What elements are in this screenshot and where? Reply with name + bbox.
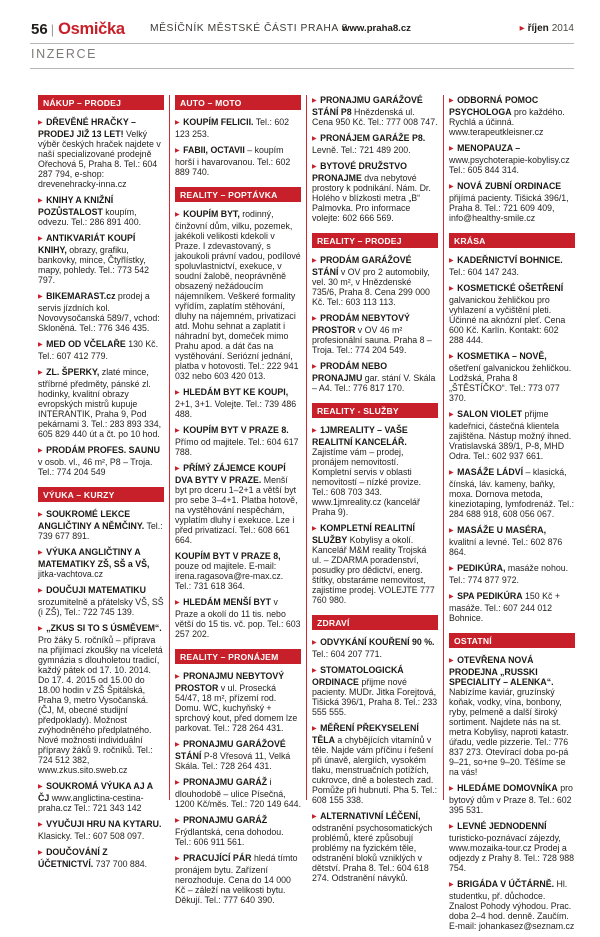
classified-ad (449, 255, 575, 277)
classified-ad (175, 597, 301, 639)
ad-body: Tel.: 604 207 771. (312, 649, 382, 659)
classified-ad (38, 117, 164, 189)
ad-title: PRODÁM NEBYTOVÝ PROSTOR (312, 313, 410, 335)
ad-title: LEVNÉ JEDNODENNÍ (457, 821, 547, 831)
ad-title: PŘÍMÝ ZÁJEMCE KOUPÍ DVA BYTY V PRAZE. (175, 463, 286, 485)
ad-title: KOSMETIKA – NOVĚ, (457, 351, 547, 361)
issue-month: říjen (527, 23, 549, 34)
bullet-arrow-icon: ▶ (38, 342, 43, 348)
ad-title: PRONAJMU GARÁŽOVÉ STÁNÍ (175, 739, 286, 761)
bullet-arrow-icon: ▶ (312, 814, 317, 820)
ad-body: kvalitní a levné. Tel.: 602 876 864. (449, 537, 563, 557)
ad-title: PRONAJMU GARÁŽ (183, 777, 268, 787)
ad-title: SOUKROMÉ LEKCE ANGLIČTINY A NĚMČINY. (38, 509, 145, 531)
classified-ad (449, 783, 575, 815)
ad-body: Klasicky. Tel.: 607 508 097. (38, 831, 145, 841)
classified-ad (312, 361, 438, 393)
classified-ad (449, 591, 575, 623)
ad-title: 1JMREALITY – VAŠE REALITNÍ KANCELÁŘ. (312, 425, 408, 447)
ad-body: v OV pro 2 automobily, vel. 30 m², v Hnězdenské 735/6, Praha 8. Cena 299 000 Kč. Tel.: 603 113 113. (312, 267, 430, 307)
bullet-arrow-icon: ▶ (449, 528, 454, 534)
ad-title: FABII, OCTAVII (183, 145, 245, 155)
bullet-arrow-icon: ▶ (175, 818, 180, 824)
classified-ad (175, 463, 301, 545)
publication-website: www.praha8.cz (342, 23, 411, 34)
ad-body: obrazy, grafiku, bankovky, mince, Čtyřlístky, mapy, pohledy. Tel.: 773 542 797. (38, 245, 150, 285)
ad-body: pro každého. Rychlá a účinná. www.terapeutkleisner.cz (449, 107, 565, 137)
ad-body: Hl. studentku, př. důchodce. Znalost Pohody výhodou. Prac. doba 2–4 hod. denně. Zaučím. E-mail: johankasez@seznam.cz (449, 879, 575, 931)
bullet-arrow-icon: ▶ (312, 316, 317, 322)
classifieds-column-2 (175, 95, 301, 911)
ad-title: DOUČUJI MATEMATIKU (46, 585, 146, 595)
bullet-arrow-icon: ▶ (38, 822, 43, 828)
classified-ad (175, 209, 301, 381)
ad-body: pro bytový dům v Praze 8. Tel.: 602 395 531. (449, 783, 573, 815)
classified-ad (38, 195, 164, 227)
bullet-arrow-icon: ▶ (38, 294, 43, 300)
classified-ad (449, 821, 575, 873)
ad-title: PRONAJMU NEBYTOVÝ PROSTOR (175, 671, 285, 693)
classified-ad (449, 563, 575, 585)
bullet-arrow-icon: ▶ (449, 354, 454, 360)
bullet-arrow-icon: ▶ (175, 856, 180, 862)
ad-body: 2+1, 3+1. Volejte. Tel.: 739 486 488. (175, 399, 297, 419)
classified-ad (175, 551, 301, 591)
bullet-arrow-icon: ▶ (312, 726, 317, 732)
classified-ad (175, 117, 301, 139)
ad-body: přijme nové pacienty. MUDr. Jitka Forejtová, Tišická 396/1, Praha 8. Tel.: 233 555 555. (312, 677, 438, 717)
ad-body: Menší byt pro dceru 1–2+1 a větší byt pro sebe 3–4+1. Platba hotově, na vystěhování nespěchám, vyplatím dluhy i exekuce. Lze i před privatizací. Tel.: 608 661 664. (175, 475, 298, 545)
ad-title: KOUPÍM FELICII. (183, 117, 254, 127)
ad-body: Hnězdenská ul. Cena 950 Kč. Tel.: 777 008 747. (312, 107, 438, 127)
classified-ad (38, 233, 164, 285)
classified-ad (38, 339, 164, 361)
section-header: REALITY – POPTÁVKA (175, 187, 301, 202)
classified-ad (175, 777, 301, 809)
ad-body: 130 Kč. Tel.: 607 412 779. (38, 339, 159, 361)
ad-title: ODVYKÁNÍ KOUŘENÍ 90 %. (320, 637, 435, 647)
issue-arrow-icon: ▶ (519, 25, 525, 32)
ad-body: jitka-vachtova.cz (38, 569, 104, 579)
classified-ad (449, 655, 575, 777)
ad-title: ZL. ŠPERKY, (46, 367, 100, 377)
classified-ad (175, 671, 301, 733)
classifieds-column-3 (312, 95, 438, 889)
bullet-arrow-icon: ▶ (312, 164, 317, 170)
section-header: OSTATNÍ (449, 633, 575, 648)
classified-ad (38, 847, 164, 869)
classified-ad (38, 547, 164, 579)
masthead-left (31, 20, 125, 39)
ad-body: – koupím horší i havarovanou. Tel.: 602 889 740. (175, 145, 291, 177)
ad-body: www.psychoterapie-kobylisy.cz Tel.: 605 844 314. (449, 155, 570, 175)
ad-body: 150 Kč + masáže. Tel.: 607 244 012 Bohnice. (449, 591, 560, 623)
ad-body: i dlouhodobě – ulice Písečná, 1200 Kč/měs. Tel.: 720 149 644. (175, 777, 302, 809)
bullet-arrow-icon: ▶ (312, 640, 317, 646)
ad-body: dva nebytové prostory k podnikání. Nám. Dr. Holého v blízkosti metra „B“ Palmovka. Pro informace volejte: 602 666 569. (312, 173, 431, 223)
ad-title: HLEDÁME DOMOVNÍKA (457, 783, 558, 793)
ad-body: Zajistíme vám – prodej, pronájem nemovitostí. Kompletní servis v oblasti nemovitostí – nízké provize. Tel.: 608 703 343. www.1jmreality.cz (kancelář Praha 9). (312, 447, 422, 517)
classified-ad (38, 509, 164, 541)
classified-ad (312, 313, 438, 355)
bullet-arrow-icon: ▶ (175, 742, 180, 748)
ad-title: KOUPÍM BYT V PRAZE 8. (183, 425, 289, 435)
ad-title: KOSMETICKÉ OŠETŘENÍ (457, 283, 564, 293)
ad-body: hledá tímto pronájem bytu. Zařízení nerozhoduje. Cena do 14 000 Kč – záleží na velikosti bytu. Děkují. Tel.: 777 640 390. (175, 853, 298, 905)
bullet-arrow-icon: ▶ (175, 600, 180, 606)
ad-body: pouze od majitele. E-mail: irena.ragasova@re-max.cz. Tel.: 731 618 364. (175, 561, 284, 591)
bullet-arrow-icon: ▶ (449, 882, 454, 888)
ad-title: KOMPLETNÍ REALITNÍ SLUŽBY (312, 523, 415, 545)
bullet-arrow-icon: ▶ (175, 466, 180, 472)
ad-body: Přímo od majitele. Tel.: 604 617 788. (175, 437, 299, 457)
ad-body: 737 700 884. (93, 859, 148, 869)
classified-ad (38, 781, 164, 813)
bullet-arrow-icon: ▶ (175, 428, 180, 434)
ad-title: NOVÁ ZUBNÍ ORDINACE (457, 181, 562, 191)
ad-title: MENOPAUZA – (457, 143, 521, 153)
bullet-arrow-icon: ▶ (38, 370, 43, 376)
classified-ad (38, 445, 164, 477)
ad-body: ošetření galvanickou žehličkou. Lodžská, Praha 8 „ŠTĚSTÍČKO“. Tel.: 773 077 370. (449, 363, 572, 403)
ad-body: gar. stání V. Skála – A4. Tel.: 776 817 170. (312, 373, 436, 393)
bullet-arrow-icon: ▶ (449, 286, 454, 292)
bullet-arrow-icon: ▶ (449, 412, 454, 418)
bullet-arrow-icon: ▶ (38, 626, 43, 632)
bullet-arrow-icon: ▶ (312, 98, 317, 104)
bullet-arrow-icon: ▶ (175, 212, 180, 218)
bullet-arrow-icon: ▶ (312, 526, 317, 532)
ad-title: KNIHY A KNIŽNÍ POZŮSTALOST (38, 195, 114, 217)
ad-title: PRONÁJEM GARÁŽE P8. (320, 133, 426, 143)
ad-body: v Praze a okolí do 11 tis. nebo větší do 15 tis. vč. pop. Tel.: 603 257 202. (175, 597, 301, 639)
ad-body: a chybějících vitamínů v těle. Najde vám příčinu i řešení při únavě, alergiích, vysokém tlaku, menstruačních potížích, cukrovce, dně a bolestech zad. Pomůže při hubnutí. Pha 5. Tel.: 608 155 338. (312, 735, 438, 805)
section-title-rule (30, 68, 574, 69)
classified-ad (175, 853, 301, 905)
classified-ad (449, 879, 575, 931)
ad-body: www.anglictina-cestina-praha.cz Tel.: 721 343 142 (38, 793, 144, 813)
section-header: REALITY – PRODEJ (312, 233, 438, 248)
ad-body: Kobylisy a okolí. Kancelář M&M reality Trojská ul. – ZDARMA poradenství, posudky pro dědictví, energ. štítky, obstaráme nemovitost, zajistíme prodej. VOLEJTE 777 760 980. (312, 535, 435, 605)
ad-title: MĚŘENÍ PŘEKYSELENÍ TĚLA (312, 723, 419, 745)
page-section-title: INZERCE (31, 47, 98, 61)
classified-ad (312, 723, 438, 805)
column-divider (306, 95, 307, 800)
classified-ad (38, 291, 164, 333)
ad-body: turisticko-poznávací zájezdy, www.mozaika-tour.cz Prodej a odjezdy z Prahy 8. Tel.: 728 988 754. (449, 833, 575, 873)
ad-title: KADEŘNICTVÍ BOHNICE. (457, 255, 563, 265)
classified-ad (449, 525, 575, 557)
ad-title: BRIGÁDA V ÚČTÁRNĚ. (457, 879, 555, 889)
classified-ad (312, 133, 438, 155)
ad-body: Tel.: 739 677 891. (38, 521, 163, 541)
ad-title: ANTIKVARIÁT KOUPÍ KNIHY, (38, 233, 136, 255)
ad-body: koupím, odvezu. Tel.: 286 891 400. (38, 207, 142, 227)
bullet-arrow-icon: ▶ (38, 850, 43, 856)
ad-title: DOUČOVÁNÍ Z ÚČETNICTVÍ. (38, 847, 108, 869)
classified-ad (38, 367, 164, 439)
ad-body: Nabízíme kaviár, gruzínský koňak, vodky, vína, bonbony, ryby, pelmeně a další široký sortiment. Najdete nás na st. metra Kobylisy, naproti katastr. úřadu, vedle pizzerie. Tel.: 776 837 273. Otevírací doba po-pá 9–21, so+ne 9–20. Těšíme se na vás! (449, 687, 569, 777)
bullet-arrow-icon: ▶ (449, 98, 454, 104)
classified-ad (449, 143, 575, 175)
bullet-arrow-icon: ▶ (175, 390, 180, 396)
section-header: REALITY – PRONÁJEM (175, 649, 301, 664)
section-header: VÝUKA – KURZY (38, 487, 164, 502)
ad-title: MASÁŽE LÁDVÍ (457, 467, 524, 477)
bullet-arrow-icon: ▶ (449, 146, 454, 152)
ad-body: Tel.: 604 147 243. (449, 267, 519, 277)
ad-title: MED OD VČELAŘE (46, 339, 126, 349)
ad-body: Tel.: 602 123 253. (175, 117, 290, 139)
ad-title: ALTERNATIVNÍ LÉČENÍ, (320, 811, 421, 821)
ad-body: rodinný, činžovní dům, vilku, pozemek, jakékoli velikosti kdekoli v Praze. I zdevastovaný, s jakoukoli právní vadou, podílové spoluvlastnictví, exekuce, v soudní žalobě, neoprávněně obsazený nežádoucím nájemníkem. Veškeré formality vyřídím, zaplatím stěhování, dluhy na nájemném, privatizaci atd. Mohu sehnat a zaplatit i náhradní byt, domeček mimo Prahu apod. a dát čas na vystěhování. Seriózní jednání, platba v hotovosti. Tel.: 222 941 032 nebo 603 420 013. (175, 209, 301, 381)
bullet-arrow-icon: ▶ (449, 470, 454, 476)
classified-ad (449, 409, 575, 461)
bullet-arrow-icon: ▶ (175, 674, 180, 680)
ad-title: HLEDÁM BYT KE KOUPI, (183, 387, 289, 397)
ad-body: – klasická, čínská, láv. kameny, baňky, moxa. Dornova metoda, kineziotaping, lymfodrenáž. Tel.: 284 688 918, 608 056 067. (449, 467, 575, 519)
ad-title: PRONAJMU GARÁŽ (183, 815, 268, 825)
ad-title: VÝUKA ANGLIČTINY A MATEMATIKY ZŠ, SŠ a VŠ, (38, 547, 150, 569)
ad-title: KOUPÍM BYT V PRAZE 8, (175, 551, 281, 561)
ad-title: MASÁŽE U MASÉRA, (457, 525, 547, 535)
classified-ad (449, 351, 575, 403)
ad-title: PRODÁM NEBO PRONAJMU (312, 361, 388, 383)
ad-title: PEDIKÚRA, (457, 563, 506, 573)
section-header: ZDRAVÍ (312, 615, 438, 630)
bullet-arrow-icon: ▶ (38, 588, 43, 594)
masthead-rule (30, 43, 574, 44)
bullet-arrow-icon: ▶ (449, 824, 454, 830)
ad-body: Velký výběr českých hraček najdete v naší specializované prodejně Ořechová 5, Praha 8. Tel.: 604 287 794, e-shop: drevenehracky-inna.cz (38, 129, 161, 189)
classified-ad (175, 425, 301, 457)
classified-ad (38, 585, 164, 617)
classified-ad (175, 145, 301, 177)
ad-title: PRONAJMU GARÁŽOVÉ STÁNÍ P8 (312, 95, 423, 117)
column-divider (169, 95, 170, 800)
bullet-arrow-icon: ▶ (449, 658, 454, 664)
bullet-arrow-icon: ▶ (175, 780, 180, 786)
ad-body: v ul. Prosecká 54/47, 18 m², přízemí rod. Domu. WC, kuchyňský + sprchový kout, před domem lze parkovat. Tel.: 728 264 431. (175, 683, 298, 733)
ad-body: galvanickou žehličkou pro vyhlazení a vyčištění pleti. Účinné na aknózní pleť. Cena 600 Kč. Karlín. Kontakt: 602 288 444. (449, 295, 566, 345)
publication-subtitle: MĚSÍČNÍK MĚSTSKÉ ČÁSTI PRAHA 8 (150, 23, 348, 34)
ad-title: HLEDÁM MENŠÍ BYT (183, 597, 272, 607)
ad-body: odstranění psychosomatických problémů, které způsobují problémy na fyzickém těle, odstranění bloků vzniklých v dětství. Praha 8. Tel.: 604 618 274. Odstranění návyků. (312, 823, 433, 883)
bullet-arrow-icon: ▶ (449, 184, 454, 190)
classified-ad (312, 665, 438, 717)
classified-ad (38, 819, 164, 841)
ad-title: OTEVŘENA NOVÁ PRODEJNA „RUSSKI SPECIALITY – ALENKA“. (449, 655, 554, 687)
section-header: AUTO – MOTO (175, 95, 301, 110)
ad-body: prodej a servis jízdních kol. Novovysočanská 589/7, vchod: Skloněná. Tel.: 776 346 435. (38, 291, 160, 333)
ad-title: PRACUJÍCÍ PÁR (183, 853, 252, 863)
page-number: 56 (31, 21, 48, 38)
bullet-arrow-icon: ▶ (38, 198, 43, 204)
classifieds-column-1 (38, 95, 164, 875)
bullet-arrow-icon: ▶ (175, 120, 180, 126)
bullet-arrow-icon: ▶ (38, 550, 43, 556)
ad-body: v OV 46 m² profesionální sauna. Praha 8 – Troja. Tel.: 774 204 549. (312, 325, 432, 355)
ad-title: STOMATOLOGICKÁ ORDINACE (312, 665, 404, 687)
bullet-arrow-icon: ▶ (312, 428, 317, 434)
classified-ad (312, 425, 438, 517)
section-header: KRÁSA (449, 233, 575, 248)
ad-body: Frýdlantská, cena dohodou. Tel.: 606 911 561. (175, 827, 284, 847)
ad-title: BIKEMARAST.cz (46, 291, 116, 301)
bullet-arrow-icon: ▶ (449, 786, 454, 792)
ad-body: P-8 Vřesová 11, Velká Skála. Tel.: 728 264 431. (175, 751, 291, 771)
classified-ad (312, 161, 438, 223)
column-divider (443, 95, 444, 800)
classifieds-column-4 (449, 95, 575, 937)
classified-ad (312, 255, 438, 307)
classified-ad (38, 623, 164, 775)
masthead (31, 20, 574, 38)
ad-title: KOUPÍM BYT, (183, 209, 240, 219)
classified-ad (175, 815, 301, 847)
classified-ad (449, 467, 575, 519)
bullet-arrow-icon: ▶ (175, 148, 180, 154)
classified-ad (312, 811, 438, 883)
ad-title: PRODÁM GARÁŽOVÉ STÁNÍ (312, 255, 412, 277)
publication-logo: Osmička (58, 20, 125, 38)
bullet-arrow-icon: ▶ (449, 594, 454, 600)
ad-title: SPA PEDIKÚRA (457, 591, 523, 601)
ad-title: VYUČUJI HRU NA KYTARU. (46, 819, 162, 829)
classified-ad (175, 387, 301, 419)
classified-ad (312, 637, 438, 659)
bullet-arrow-icon: ▶ (312, 136, 317, 142)
ad-body: přijímá pacienty. Tišická 396/1, Praha 8. Tel.: 721 609 409, info@healthy-smile.cz (449, 193, 569, 223)
classified-ad (449, 181, 575, 223)
ad-body: v osob. vl., 46 m², P8 – Troja. Tel.: 774 204 549 (38, 457, 153, 477)
bullet-arrow-icon: ▶ (38, 784, 43, 790)
bullet-arrow-icon: ▶ (449, 566, 454, 572)
ad-body: masáže nohou. Tel.: 774 877 972. (449, 563, 569, 585)
classified-ad (175, 739, 301, 771)
ad-title: PRODÁM PROFES. SAUNU (46, 445, 160, 455)
bullet-arrow-icon: ▶ (449, 258, 454, 264)
ad-title: ODBORNÁ POMOC PSYCHOLOGA (449, 95, 539, 117)
classified-ad (449, 283, 575, 345)
ad-body: přijme kadeřnici, částečná klientela zajištěna. Nástup možný ihned. Vratislavská 389/1, P-8, MHD Odra. Tel.: 602 937 661. (449, 409, 572, 461)
bullet-arrow-icon: ▶ (312, 668, 317, 674)
section-header: REALITY - SLUŽBY (312, 403, 438, 418)
classified-ad (449, 95, 575, 137)
bullet-arrow-icon: ▶ (312, 364, 317, 370)
section-header: NÁKUP – PRODEJ (38, 95, 164, 110)
ad-body: srozumitelně a přátelsky VŠ, SŠ (i ZŠ), Tel.: 722 745 139. (38, 597, 164, 617)
bullet-arrow-icon: ▶ (312, 258, 317, 264)
bullet-arrow-icon: ▶ (38, 512, 43, 518)
ad-body: Pro žáky 5. ročníků – příprava na přijímací zkoušky na víceletá gymnázia s dlouholetou tradicí, každý pátek od 17. 10. 2014. Do 17. 4. 2015 od 15.00 do 18.00 hodin v ZŠ Špitálská, Praha 9, metro Vysočanská. (ČJ, M, obecné studijní předpoklady). Možnost zvýhodněného předplatného. Nové možnosti individuální přípravy žáků 9. ročníků. Tel.: 724 512 382, www.zkus.sito.sweb.cz (38, 635, 163, 775)
ad-body: zlaté mince, stříbrné předměty, pánské zl. hodinky, kvalitní obrazy evropských mistrů kupuje INTERANTIK, Praha 9, Pod pekárnami 3. Tel.: 283 893 334, 605 829 440 út a čt. po 10 hod. (38, 367, 162, 439)
ad-title: DŘEVĚNÉ HRAČKY – PRODEJ JIŽ 13 LET! (38, 117, 136, 139)
classified-ad (312, 523, 438, 605)
ad-title: SOUKROMÁ VÝUKA AJ A ČJ (38, 781, 153, 803)
ad-title: SALON VIOLET (457, 409, 523, 419)
classified-ad (312, 95, 438, 127)
ad-title: „ZKUS SI TO S ÚSMĚVEM“. (46, 623, 162, 633)
ad-title: BYTOVÉ DRUŽSTVO PRONAJME (312, 161, 407, 183)
issue-year: 2014 (551, 23, 574, 34)
ad-body: Levně. Tel.: 721 489 200. (312, 145, 411, 155)
issue-date (520, 23, 574, 34)
masthead-separator: | (50, 22, 55, 37)
bullet-arrow-icon: ▶ (38, 236, 43, 242)
bullet-arrow-icon: ▶ (38, 120, 43, 126)
bullet-arrow-icon: ▶ (38, 448, 43, 454)
